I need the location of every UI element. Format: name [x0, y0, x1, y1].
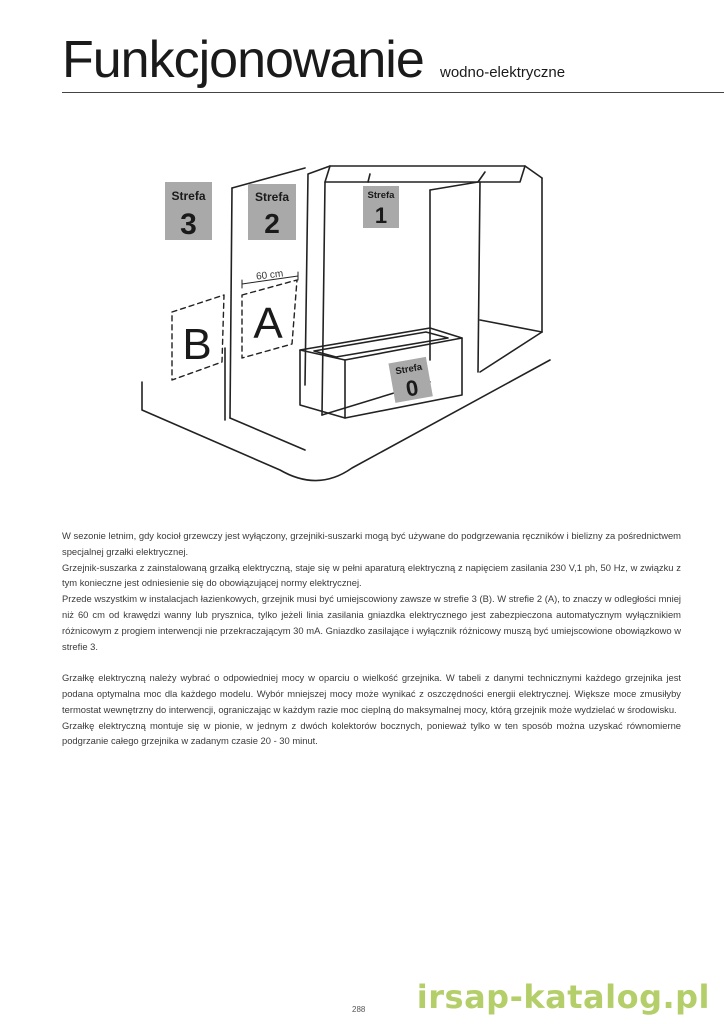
zone-1-number: 1 [374, 203, 388, 228]
page-title: Funkcjonowanie [62, 31, 424, 89]
zone-1-badge [363, 186, 399, 228]
zone-0-number: 0 [403, 374, 421, 402]
zone-b-area [172, 295, 224, 380]
header-rule [62, 92, 724, 93]
zone-0-label: Strefa [394, 361, 424, 378]
zone-2-badge [248, 184, 296, 240]
zone-1-label: Strefa [367, 190, 395, 201]
zone-a-letter: A [253, 299, 283, 348]
measurement-label: 60 cm [255, 268, 284, 283]
zone-a-area [242, 280, 297, 358]
measurement-60cm [242, 268, 298, 288]
page-subtitle: wodno-elektryczne [440, 64, 566, 81]
paragraph-gap [62, 654, 681, 670]
zone-b-letter: B [182, 320, 212, 369]
watermark: irsap-katalog.pl [416, 978, 710, 1016]
zone-0-badge [388, 357, 433, 404]
zone-3-badge [165, 182, 212, 241]
zone-2-label: Strefa [254, 190, 290, 204]
bathroom-zones-diagram [130, 160, 590, 500]
paragraph-voltage: Grzejnik-suszarka z zainstalowaną grzałką elektryczną, staje się w pełni aparaturą elektryczną z napięciem zasilania 230 V,1 ph, 50 Hz, w związku z tym konieczne jest odniesienie się do obowiązującej normy elektrycznej. [62, 561, 681, 589]
paragraph-mounting: Grzałkę elektryczną montuje się w pionie, w jednym z dwóch kolektorów bocznych, ponieważ tylko w ten sposób można uzyskać równomierne podgrzanie całego grzejnika w zadanym czasie 20 - 30 minut. [62, 719, 681, 747]
paragraph-power: Grzałkę elektryczną należy wybrać o odpowiedniej mocy w oparciu o wielkość grzejnika. W tabeli z danymi technicznymi każdego grzejnika jest podana optymalna moc dla każdego modelu. Wybór mniejszej mocy może wynikać z oszczędności energii elektrycznej. Większe moce zmusiłyby termostat wewnętrzny do interwencji, ograniczając w każdym razie moc cieplną do maksymalnej mocy, którą grzejnik może wydzielać w środowisku. [62, 672, 681, 715]
paragraph-zones: Przede wszystkim w instalacjach łazienkowych, grzejnik musi być umiejscowiony zawsze w strefie 3 (B). W strefie 2 (A), to znaczy w odległości mniej niż 60 cm od krawędzi wanny lub prysznica, tylko jeżeli linia zasilania gniazdka elektrycznego jest zabezpieczona automatycznym wyłącznikiem różnicowym z progiem interwencji nie przekraczającym 30 mA. Gniazdko zasilające i wyłącznik różnicowy muszą być umiejscowione obowiązkowo w strefie 3. [62, 593, 681, 652]
zone-3-label: Strefa [171, 189, 206, 203]
body-text [62, 528, 681, 749]
zone-2-number: 2 [264, 208, 280, 239]
paragraph-summer: W sezonie letnim, gdy kocioł grzewczy jest wyłączony, grzejniki-suszarki mogą być używane do podgrzewania ręczników i bielizny za pośrednictwem specjalnej grzałki elektrycznej. [62, 530, 681, 557]
page-number: 288 [352, 1005, 366, 1014]
zone-3-number: 3 [180, 208, 197, 241]
